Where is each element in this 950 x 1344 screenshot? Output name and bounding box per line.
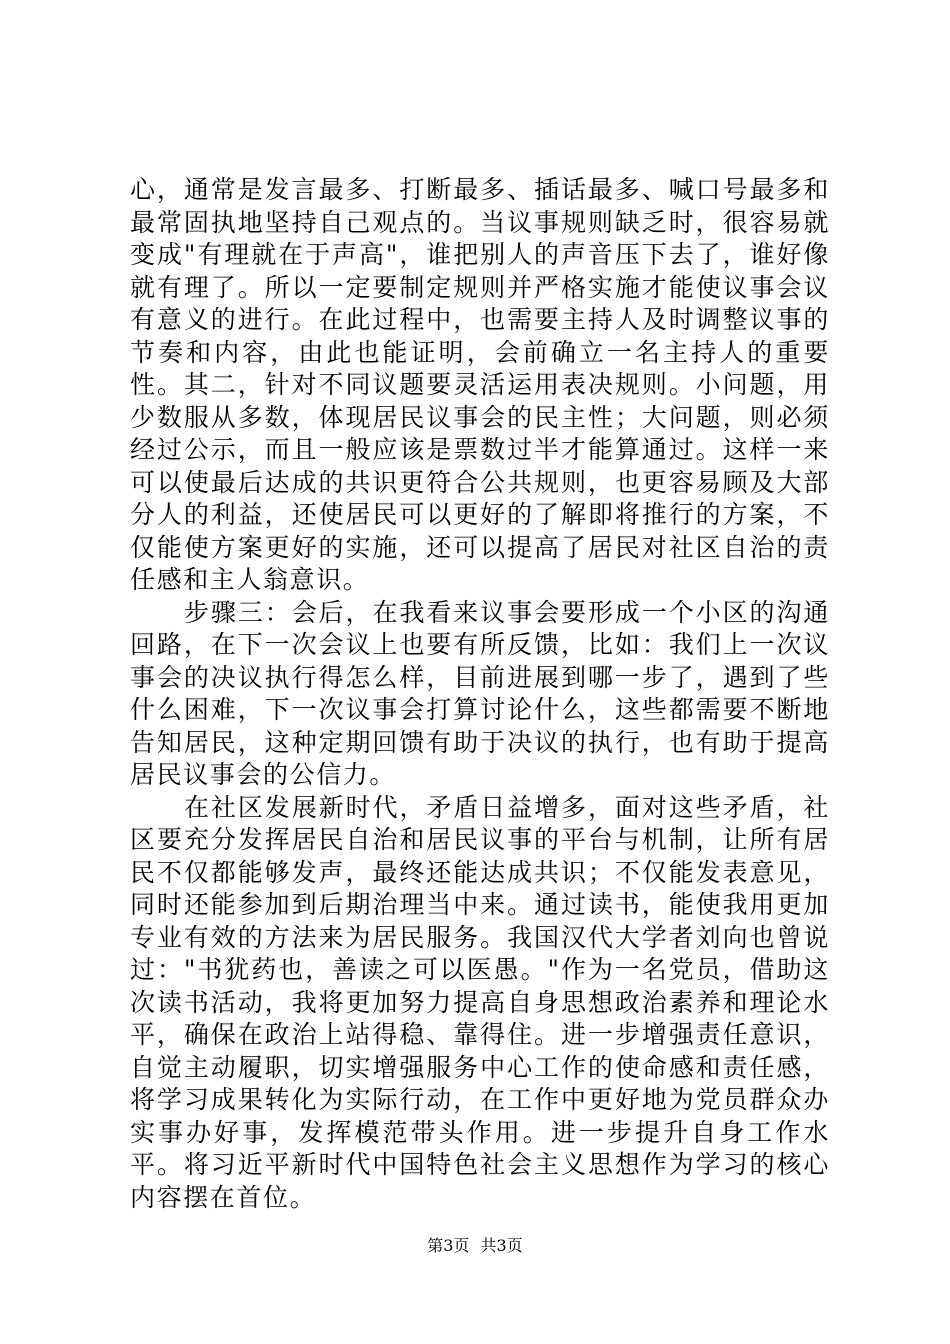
paragraph-step-three: 步骤三：会后，在我看来议事会要形成一个小区的沟通回路，在下一次会议上也要有所反馈，比如：我们上一次议事会的决议执行得怎么样，目前进展到哪一步了，遇到了些什么困难，下一次议事会打算讨论什么，这些都需要不断地告知居民，这种定期回馈有助于决议的执行，也有助于提高居民议事会的公信力。: [130, 597, 830, 789]
page-total: 共3页: [480, 1236, 523, 1255]
paragraph-conclusion: 在社区发展新时代，矛盾日益增多，面对这些矛盾，社区要充分发挥居民自治和居民议事的平台与机制，让所有居民不仅都能够发声，最终还能达成共识；不仅能发表意见，同时还能参加到后期治理当中来。通过读书，能使我用更加专业有效的方法来为居民服务。我国汉代大学者刘向也曾说过："书犹药也，善读之可以医愚。"作为一名党员，借助这次读书活动，我将更加努力提高自身思想政治素养和理论水平，确保在政治上站得稳、靠得住。进一步增强责任意识，自觉主动履职，切实增强服务中心工作的使命感和责任感，将学习成果转化为实际行动，在工作中更好地为党员群众办实事办好事，发挥模范带头作用。进一步提升自身工作水平。将习近平新时代中国特色社会主义思想作为学习的核心内容摆在首位。: [130, 792, 830, 1212]
page-number: 第3页: [427, 1236, 470, 1255]
page-footer: [0, 1236, 950, 1256]
paragraph-continuation: 心，通常是发言最多、打断最多、插话最多、喊口号最多和最常固执地坚持自己观点的。当议事规则缺乏时，很容易就变成"有理就在于声高"，谁把别人的声音压下去了，谁好像就有理了。所以一定要制定规则并严格实施才能使议事会议有意义的进行。在此过程中，也需要主持人及时调整议事的节奏和内容，由此也能证明，会前确立一名主持人的重要性。其二，针对不同议题要灵活运用表决规则。小问题，用少数服从多数，体现居民议事会的民主性；大问题，则必须经过公示，而且一般应该是票数过半才能算通过。这样一来可以使最后达成的共识更符合公共规则，也更容易顾及大部分人的利益，还使居民可以更好的了解即将推行的方案，不仅能使方案更好的实施，还可以提高了居民对社区自治的责任感和主人翁意识。: [130, 175, 830, 594]
document-body: [130, 174, 830, 1214]
